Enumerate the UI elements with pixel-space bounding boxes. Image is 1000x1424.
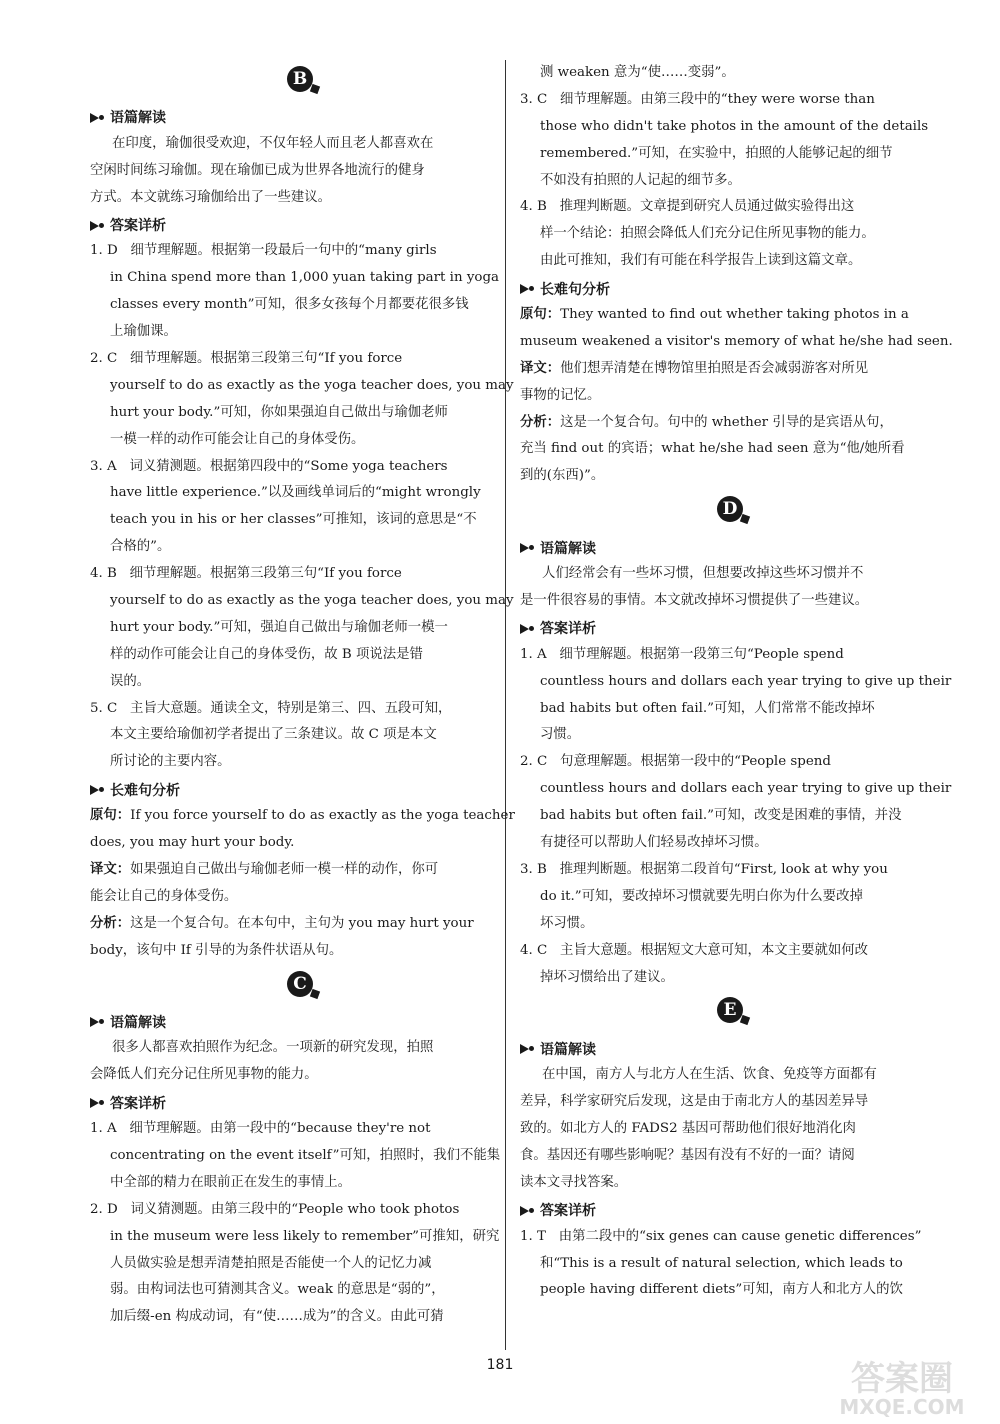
line-text: 在中国，南方人与北方人在生活、饮食、免疫等方面都有 [542,1067,877,1083]
text-line [520,302,940,329]
section-heading [520,615,940,642]
text-line [90,857,510,884]
line-text: 很多人都喜欢拍照作为纪念。一项新的研究发现，拍照 [112,1040,434,1056]
pointer-arrow-icon [520,283,534,294]
text-line [90,131,510,158]
line-text: body，该句中 If 引导的为条件状语从句。 [90,942,343,958]
text-line [520,722,940,749]
text-line [520,436,940,463]
section-heading [90,1009,510,1036]
text-line [520,410,940,437]
text-line [90,507,510,534]
section-heading-text: 答案详析 [110,218,166,234]
line-text: 所讨论的主要内容。 [110,754,231,770]
line-text: 一模一样的动作可能会让自己的身体受伤。 [110,431,365,447]
line-text: 有捷径可以帮助人们轻易改掉坏习惯。 [540,835,768,851]
line-text: 习惯。 [540,727,581,743]
line-text: classes every month”可知，很多女孩每个月都要花很多钱 [110,297,469,313]
line-text: yourself to do as exactly as the yoga teacher does, you may [110,593,514,609]
text-line [520,1251,940,1278]
text-line [520,248,940,275]
text-line [90,561,510,588]
watermark-logo [814,1356,992,1418]
text-line [520,642,940,669]
line-text: have little experience.”以及画线单词后的“might wrongly [110,485,481,501]
text-line [90,1304,510,1331]
text-line [90,1035,510,1062]
text-line [90,749,510,776]
line-text: 人员做实验是想弄清楚拍照是否能使一个人的记忆力减 [110,1255,432,1271]
section-heading-text: 语篇解读 [110,1014,166,1031]
text-line [90,292,510,319]
text-line [90,1224,510,1251]
section-heading [520,275,940,302]
pointer-arrow-icon [90,1016,104,1027]
text-line [520,221,940,248]
text-line [90,1251,510,1278]
text-line [90,534,510,561]
line-text: 致的。如北方人的 FADS2 基因可帮助他们很好地消化肉 [520,1121,856,1137]
pointer-arrow-icon [90,784,104,795]
line-text: 会降低人们充分记住所见事物的能力。 [90,1067,318,1083]
section-heading-text: 答案详析 [540,1203,596,1220]
section-heading [90,104,510,131]
line-label: 原句： [90,808,131,824]
text-line [520,463,940,490]
text-line [90,696,510,723]
section-badge-row [90,60,510,104]
text-line [90,615,510,642]
line-text: 2. C 细节理解题。根据第三段第三句“If you force [90,351,403,367]
line-text: 合格的”。 [110,539,171,555]
line-text: 在印度，瑜伽很受欢迎，不仅年轻人而且老人都喜欢在 [112,135,434,151]
text-line [90,669,510,696]
pointer-arrow-icon [520,542,534,553]
section-heading-text: 语篇解读 [110,110,166,127]
text-line [90,1116,510,1143]
line-text: 上瑜伽课。 [110,324,177,340]
line-text: 1. A 细节理解题。根据第一段第三句“People spend [520,646,844,662]
line-text: 读本文寻找答案。 [520,1174,628,1190]
line-text: 差异，科学家研究后发现，这是由于南北方人的基因差异导 [520,1094,869,1110]
text-line [520,60,940,87]
section-heading-text: 语篇解读 [540,1041,596,1058]
right-column [520,60,953,1304]
text-line [90,454,510,481]
pointer-arrow-icon [90,1097,104,1108]
text-line [90,1170,510,1197]
line-text: teach you in his or her classes”可推知，该词的意思是“不 [110,512,477,528]
section-badge-row [520,490,940,534]
text-line [520,588,940,615]
line-text: those who didn't take photos in the amount of the details [540,118,929,134]
text-line [520,884,940,911]
text-line [90,1197,510,1224]
text-line [90,1143,510,1170]
line-text: yourself to do as exactly as the yoga teacher does, you may [110,377,514,393]
line-text: 充当 find out 的宾语；what he/she had seen 意为“他/她所看 [520,441,905,457]
text-line [90,884,510,911]
line-text: countless hours and dollars each year trying to give up their [540,781,952,797]
line-text: If you force yourself to do as exactly as the yoga teacher [130,808,515,824]
line-text: 弱。由构词法也可猜测其含义。weak 的意思是“弱的”， [110,1282,445,1298]
text-line [520,561,940,588]
pointer-arrow-icon [90,112,104,123]
line-text: 到的(东西)”。 [520,468,605,484]
line-text: 他们想弄清楚在博物馆里拍照是否会减弱游客对所见 [560,360,869,376]
text-line [520,1089,940,1116]
text-line [90,642,510,669]
section-heading-text: 语篇解读 [540,540,596,557]
text-line [520,965,940,992]
text-line [520,776,952,803]
line-text: in the museum were less likely to remember”可推知，研究 [110,1228,500,1244]
line-text: 由此可推知，我们有可能在科学报告上读到这篇文章。 [540,253,862,269]
section-letter-badge: D [717,496,743,522]
line-text: 食。基因还有哪些影响呢？基因有没有不好的一面？请阅 [520,1147,855,1163]
line-text: 人们经常会有一些坏习惯，但想要改掉这些坏习惯并不 [542,566,864,582]
text-line [520,383,940,410]
page-number: 181 [486,1357,514,1373]
line-text: 这是一个复合句。句中的 whether 引导的是宾语从句， [560,414,893,430]
line-text: 如果强迫自己做出与瑜伽老师一模一样的动作，你可 [130,861,439,877]
section-heading [520,534,940,561]
line-text: They wanted to find out whether taking photos in a [560,307,909,323]
text-line [520,1170,940,1197]
pointer-arrow-icon [520,1043,534,1054]
line-text: 方式。本文就练习瑜伽给出了一些建议。 [90,189,332,205]
line-text: do it.”可知，要改掉坏习惯就要先明白你为什么要改掉 [540,888,863,904]
line-text: countless hours and dollars each year trying to give up their [540,673,952,689]
text-line [520,114,940,141]
pointer-arrow-icon [520,1205,534,1216]
line-text: 2. D 词义猜测题。由第三段中的“People who took photos [90,1201,460,1217]
line-label: 译文： [520,360,561,376]
line-text: 是一件很容易的事情。本文就改掉坏习惯提供了一些建议。 [520,593,869,609]
line-text: bad habits but often fail.”可知，改变是困难的事情，并没 [540,808,902,824]
text-line [520,1143,940,1170]
section-letter-badge: E [717,997,743,1023]
text-line [90,319,510,346]
line-label: 分析： [90,915,131,931]
line-text: 4. C 主旨大意题。根据短文大意可知，本文主要就如何改 [520,942,869,958]
line-text: 4. B 推理判断题。文章提到研究人员通过做实验得出这 [520,199,855,215]
line-text: 1. T 由第二段中的“six genes can cause genetic differences” [520,1228,922,1244]
line-text: 和“This is a result of natural selection, which leads to [540,1255,903,1271]
line-text: 4. B 细节理解题。根据第三段第三句“If you force [90,566,402,582]
text-line [90,346,510,373]
line-text: 3. C 细节理解题。由第三段中的“they were worse than [520,91,875,107]
text-line [520,857,940,884]
line-text: people having different diets”可知，南方人和北方人的饮 [540,1282,903,1298]
text-line [520,669,952,696]
text-line [520,168,940,195]
line-text: 1. A 细节理解题。由第一段中的“because they're not [90,1121,431,1137]
line-text: 不如没有拍照的人记起的细节多。 [540,172,741,188]
section-letter-badge: C [287,971,313,997]
line-text: 加后缀-en 构成动词，有“使……成为”的含义。由此可猜 [110,1309,444,1325]
section-heading [520,1035,940,1062]
text-line [520,749,940,776]
left-column [90,60,515,1331]
line-text: 坏习惯。 [540,915,594,931]
text-line [520,911,940,938]
section-badge-row [520,991,940,1035]
text-line [90,400,510,427]
line-text: concentrating on the event itself”可知，拍照时，我们不能集 [110,1147,501,1163]
watermark-text: 答案圈 [851,1359,953,1399]
section-heading-text: 长难句分析 [110,782,180,799]
line-label: 原句： [520,307,561,323]
line-text: 1. D 细节理解题。根据第一段最后一句中的“many girls [90,243,437,259]
text-line [90,938,510,965]
line-text: 测 weaken 意为“使……变弱”。 [540,65,735,80]
line-text: in China spend more than 1,000 yuan taking part in yoga [110,270,500,286]
line-text: 空闲时间练习瑜伽。现在瑜伽已成为世界各地流行的健身 [90,162,425,178]
text-line [90,480,510,507]
text-line [520,1277,940,1304]
section-heading [90,776,510,803]
line-text: hurt your body.”可知，强迫自己做出与瑜伽老师一模一 [110,619,448,635]
section-heading [90,212,510,239]
pointer-arrow-icon [90,220,104,231]
text-line [520,329,953,356]
line-text: 中全部的精力在眼前正在发生的事情上。 [110,1174,352,1190]
line-text: 5. C 主旨大意题。通读全文，特别是第三、四、五段可知， [90,700,452,716]
text-line [90,158,510,185]
line-text: hurt your body.”可知，你如果强迫自己做出与瑜伽老师 [110,404,448,420]
text-line [90,830,510,857]
pointer-arrow-icon [520,623,534,634]
text-line [90,1062,510,1089]
section-badge-row [90,965,510,1009]
section-heading-text: 答案详析 [540,621,596,638]
line-text: remembered.”可知，在实验中，拍照的人能够记起的细节 [540,145,893,161]
line-text: 本文主要给瑜伽初学者提出了三条建议。故 C 项是本文 [110,727,437,743]
text-line [520,141,940,168]
text-line [90,588,514,615]
text-line [90,185,510,212]
section-heading-text: 长难句分析 [540,281,610,298]
line-text: does, you may hurt your body. [90,835,295,851]
text-line [520,356,940,383]
line-text: 样一个结论：拍照会降低人们充分记住所见事物的能力。 [540,226,875,242]
text-line [90,911,510,938]
line-text: 2. C 句意理解题。根据第一段中的“People spend [520,754,831,770]
line-label: 译文： [90,861,131,877]
text-line [520,696,940,723]
text-line [90,803,515,830]
line-text: 3. A 词义猜测题。根据第四段中的“Some yoga teachers [90,458,448,474]
line-text: bad habits but often fail.”可知，人们常常不能改掉坏 [540,700,875,716]
text-line [90,722,510,749]
text-line [90,427,510,454]
text-line [520,1116,940,1143]
text-line [520,1062,940,1089]
text-line [520,1224,940,1251]
text-line [90,1277,510,1304]
text-line [520,830,940,857]
text-line [90,373,514,400]
line-text: 事物的记忆。 [520,387,601,403]
line-text: 掉坏习惯给出了建议。 [540,969,674,985]
line-text: 能会让自己的身体受伤。 [90,888,238,904]
text-line [520,194,940,221]
line-text: 3. B 推理判断题。根据第二段首句“First, look at why you [520,861,888,877]
text-line [90,265,510,292]
section-heading [520,1197,940,1224]
section-letter-badge: B [287,66,313,92]
line-text: 这是一个复合句。在本句中，主句为 you may hurt your [130,915,474,931]
text-line [520,938,940,965]
line-text: 样的动作可能会让自己的身体受伤，故 B 项说法是错 [110,646,423,662]
section-heading [90,1089,510,1116]
text-line [520,803,940,830]
line-text: 误的。 [110,673,151,689]
watermark-url: MXQE.COM [839,1395,965,1418]
section-heading-text: 答案详析 [110,1095,166,1112]
text-line [90,238,510,265]
line-text: museum weakened a visitor's memory of what he/she had seen. [520,333,953,349]
line-label: 分析： [520,414,561,430]
text-line [520,87,940,114]
